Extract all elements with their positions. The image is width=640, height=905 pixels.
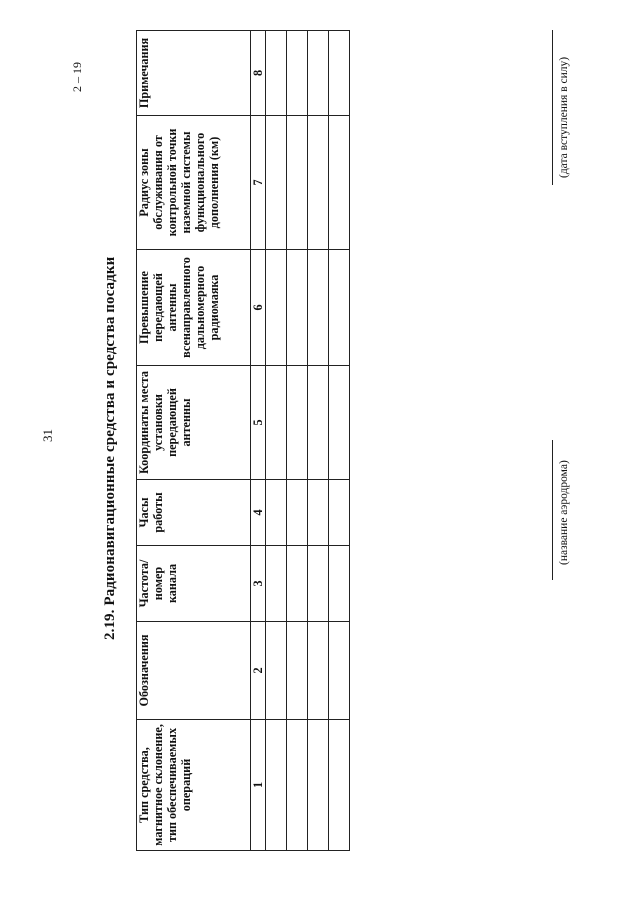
table-cell (287, 366, 308, 480)
table-row (329, 31, 350, 851)
table-cell (287, 116, 308, 250)
table-cell (266, 116, 287, 250)
header-cell: Радиус зоны обслуживания от контрольной точки наземной системы функционального дополнения (км) (137, 116, 251, 250)
table-cell (287, 31, 308, 116)
table-cell (266, 546, 287, 622)
table-cell (287, 480, 308, 546)
table-cell (329, 250, 350, 366)
table-row (287, 31, 308, 851)
header-cell: Тип средства, магнитное склонение, тип обеспечиваемых операций (137, 720, 251, 851)
table-cell (329, 720, 350, 851)
column-number-row (251, 31, 266, 851)
column-number: 1 (251, 720, 266, 851)
column-number: 7 (251, 116, 266, 250)
table-row (266, 31, 287, 851)
header-cell: Обозначения (137, 622, 251, 720)
table-cell (308, 31, 329, 116)
effective-date-caption: (дата вступления в силу) (558, 56, 570, 178)
header-cell: Превышение передающей антенны всенаправленного дальномерного радиомаяка (137, 250, 251, 366)
column-number: 3 (251, 546, 266, 622)
column-number: 8 (251, 31, 266, 116)
column-number: 2 (251, 622, 266, 720)
table-cell (266, 622, 287, 720)
column-number: 5 (251, 366, 266, 480)
table-row (308, 31, 329, 851)
table-cell (287, 546, 308, 622)
table-cell (266, 366, 287, 480)
table-cell (308, 480, 329, 546)
table-cell (266, 480, 287, 546)
header-cell: Частота/ номер канала (137, 546, 251, 622)
table-cell (308, 720, 329, 851)
column-number: 4 (251, 480, 266, 546)
table-cell (329, 480, 350, 546)
table-cell (329, 31, 350, 116)
column-number: 6 (251, 250, 266, 366)
section-title: 2.19. Радионавигационные средства и средства посадки (102, 256, 118, 640)
table-cell (308, 366, 329, 480)
table-cell (287, 622, 308, 720)
table-cell (329, 116, 350, 250)
page-reference: 2 – 19 (70, 62, 84, 92)
table-cell (308, 116, 329, 250)
header-cell: Часы работы (137, 480, 251, 546)
table-cell (329, 366, 350, 480)
table-header-row (137, 31, 251, 851)
effective-date-line (552, 30, 553, 185)
header-cell: Примечания (137, 31, 251, 116)
table-cell (287, 720, 308, 851)
table-cell (329, 546, 350, 622)
table-cell (266, 720, 287, 851)
aerodrome-name-line (552, 440, 553, 580)
navaid-table (136, 31, 350, 851)
table-cell (308, 546, 329, 622)
aerodrome-name-caption: (название аэродрома) (558, 460, 570, 565)
table-cell (266, 31, 287, 116)
table-cell (308, 250, 329, 366)
table-cell (329, 622, 350, 720)
table-cell (266, 250, 287, 366)
table-cell (287, 250, 308, 366)
table-cell (308, 622, 329, 720)
header-cell: Координаты места установки передающей антенны (137, 366, 251, 480)
page-number: 31 (40, 429, 55, 442)
